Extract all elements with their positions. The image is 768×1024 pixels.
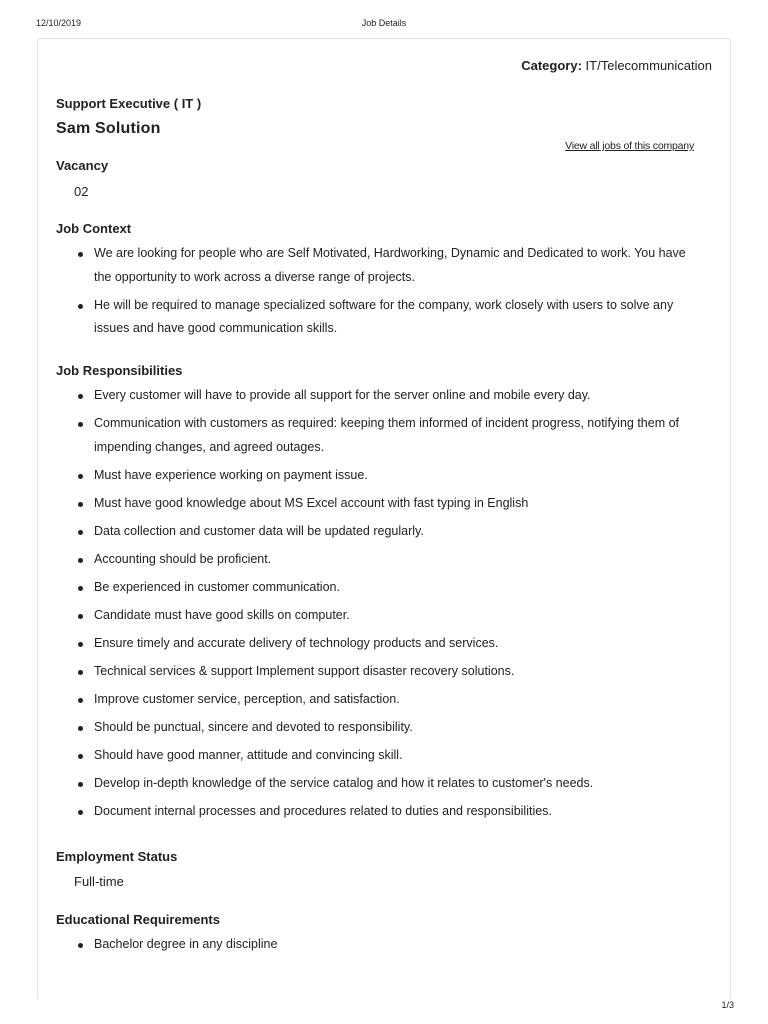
list-item-text: Candidate must have good skills on computer. — [94, 607, 350, 622]
list-item-text: Communication with customers as required: keeping them informed of incident progress, notifying them of impending changes, and agreed outages. — [94, 416, 680, 454]
educational-requirements-heading: Educational Requirements — [56, 912, 220, 927]
bullet-icon — [78, 502, 83, 507]
bullet-icon — [78, 586, 83, 591]
category-label: Category: — [521, 58, 582, 73]
list-item — [56, 716, 696, 740]
bullet-icon — [78, 726, 83, 731]
list-item-text: We are looking for people who are Self Motivated, Hardworking, Dynamic and Dedicated to work. You have the opportunity to work across a diverse range of projects. — [94, 246, 686, 284]
job-title: Support Executive ( IT ) — [56, 96, 202, 111]
print-header — [0, 18, 768, 32]
bullet-icon — [78, 614, 83, 619]
list-item-text: Be experienced in customer communication. — [94, 579, 340, 594]
list-item — [56, 744, 696, 768]
list-item-text: Develop in-depth knowledge of the service catalog and how it relates to customer's needs. — [94, 775, 594, 790]
employment-status-heading: Employment Status — [56, 849, 178, 864]
page-number: 1/3 — [721, 1000, 734, 1010]
list-item-text: Improve customer service, perception, and satisfaction. — [94, 691, 400, 706]
list-item — [56, 412, 696, 459]
bullet-icon — [78, 943, 83, 948]
list-item — [56, 604, 696, 628]
bullet-icon — [78, 810, 83, 815]
bullet-icon — [78, 474, 83, 479]
list-item — [56, 632, 696, 656]
list-item-text: Should be punctual, sincere and devoted to responsibility. — [94, 719, 413, 734]
bullet-icon — [78, 558, 83, 563]
educational-requirements-list — [56, 933, 696, 961]
view-all-jobs-link[interactable]: View all jobs of this company — [565, 140, 694, 152]
list-item-text: He will be required to manage specialized software for the company, work closely with users to solve any issues and have good communication skills. — [94, 297, 674, 335]
list-item — [56, 576, 696, 600]
category-value: IT/Telecommunication — [585, 58, 712, 73]
bullet-icon — [78, 422, 83, 427]
list-item-text: Ensure timely and accurate delivery of technology products and services. — [94, 635, 499, 650]
list-item — [56, 800, 696, 824]
list-item-text: Document internal processes and procedures related to duties and responsibilities. — [94, 803, 552, 818]
list-item-text: Data collection and customer data will be updated regularly. — [94, 523, 424, 538]
job-context-list — [56, 242, 696, 345]
category-line — [521, 58, 712, 73]
bullet-icon — [78, 782, 83, 787]
job-responsibilities-heading: Job Responsibilities — [56, 363, 183, 378]
list-item-text: Must have experience working on payment issue. — [94, 467, 368, 482]
list-item — [56, 294, 696, 341]
list-item — [56, 660, 696, 684]
job-details-card — [37, 38, 731, 998]
bullet-icon — [78, 304, 83, 309]
list-item — [56, 520, 696, 544]
bullet-icon — [78, 754, 83, 759]
list-item-text: Should have good manner, attitude and convincing skill. — [94, 747, 403, 762]
company-name: Sam Solution — [56, 120, 161, 137]
list-item — [56, 548, 696, 572]
vacancy-heading: Vacancy — [56, 158, 109, 173]
bullet-icon — [78, 252, 83, 257]
list-item — [56, 242, 696, 289]
list-item-text: Bachelor degree in any discipline — [94, 937, 278, 951]
bullet-icon — [78, 394, 83, 399]
job-context-heading: Job Context — [56, 221, 132, 236]
list-item — [56, 464, 696, 488]
list-item-text: Every customer will have to provide all support for the server online and mobile every day. — [94, 388, 591, 402]
list-item-text: Technical services & support Implement support disaster recovery solutions. — [94, 663, 515, 678]
list-item — [56, 492, 696, 516]
job-responsibilities-list — [56, 384, 696, 828]
print-title: Job Details — [361, 18, 407, 28]
list-item-text: Accounting should be proficient. — [94, 551, 272, 566]
list-item — [56, 384, 696, 408]
bullet-icon — [78, 642, 83, 647]
list-item-text: Must have good knowledge about MS Excel account with fast typing in English — [94, 495, 529, 510]
bullet-icon — [78, 698, 83, 703]
list-item — [56, 772, 696, 796]
bullet-icon — [78, 530, 83, 535]
list-item — [56, 933, 696, 957]
print-date: 12/10/2019 — [36, 18, 82, 28]
employment-status-value: Full-time — [74, 874, 124, 889]
list-item — [56, 688, 696, 712]
vacancy-value: 02 — [74, 184, 89, 199]
bullet-icon — [78, 670, 83, 675]
